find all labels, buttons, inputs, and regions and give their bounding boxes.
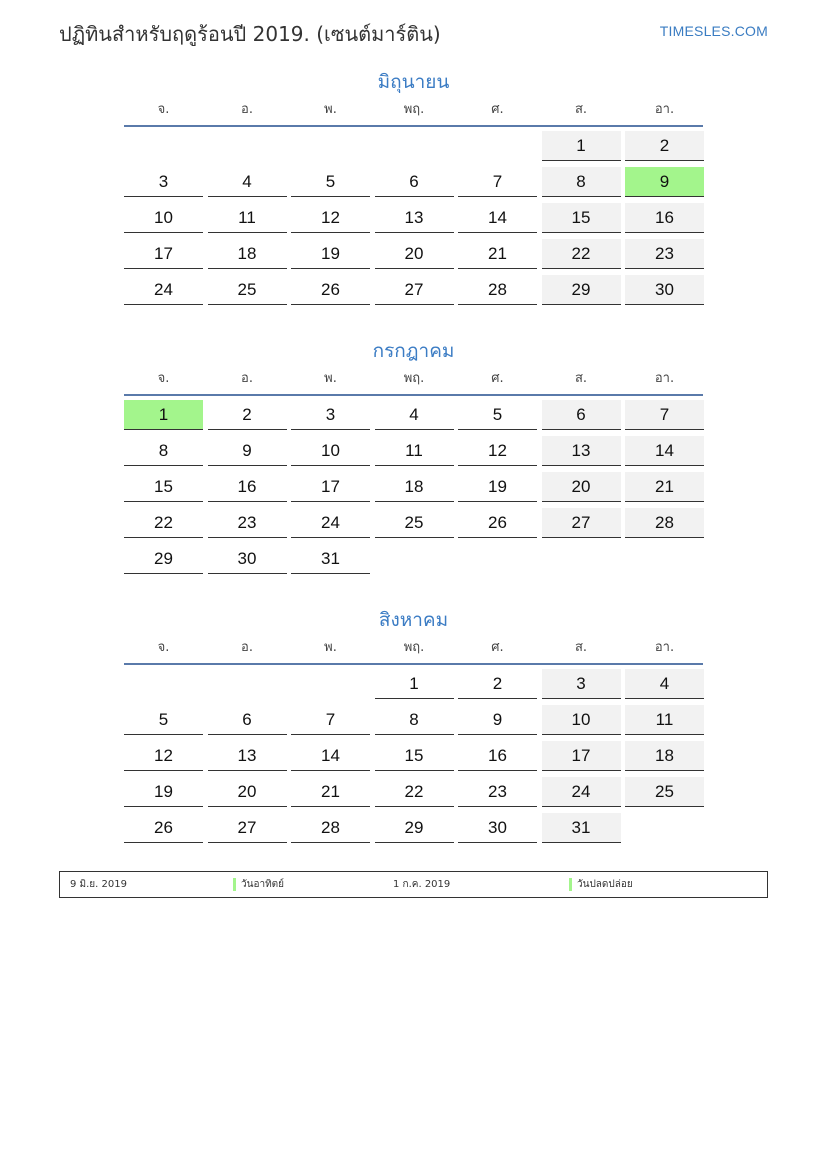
day-cell[interactable]: 6 <box>375 167 454 197</box>
weekday-label: อ. <box>241 640 253 655</box>
day-cell[interactable]: 14 <box>458 203 537 233</box>
day-cell[interactable]: 27 <box>375 275 454 305</box>
day-cell[interactable]: 22 <box>124 508 203 538</box>
month-august <box>124 605 703 837</box>
weekday-label: พฤ. <box>403 640 425 655</box>
day-cell[interactable]: 19 <box>458 472 537 502</box>
legend-label-2: วันปลดปล่อย <box>577 879 633 890</box>
day-cell[interactable]: 7 <box>458 167 537 197</box>
day-cell[interactable]: 15 <box>124 472 203 502</box>
day-cell[interactable]: 4 <box>208 167 287 197</box>
day-cell[interactable]: 24 <box>291 508 370 538</box>
day-cell[interactable]: 16 <box>458 741 537 771</box>
day-cell[interactable]: 29 <box>375 813 454 843</box>
day-cell[interactable]: 13 <box>542 436 621 466</box>
day-cell[interactable]: 2 <box>208 400 287 430</box>
day-cell[interactable]: 29 <box>542 275 621 305</box>
day-cell[interactable]: 25 <box>375 508 454 538</box>
day-cell[interactable]: 17 <box>124 239 203 269</box>
legend-date-1: 9 มิ.ย. 2019 <box>70 879 127 890</box>
day-cell[interactable]: 8 <box>375 705 454 735</box>
day-cell[interactable]: 28 <box>291 813 370 843</box>
day-cell[interactable]: 21 <box>291 777 370 807</box>
legend-date-2: 1 ก.ค. 2019 <box>393 879 451 890</box>
day-cell[interactable]: 25 <box>625 777 704 807</box>
day-cell[interactable]: 18 <box>625 741 704 771</box>
day-cell[interactable]: 17 <box>291 472 370 502</box>
weekday-label: จ. <box>157 371 170 386</box>
day-cell[interactable]: 6 <box>542 400 621 430</box>
month-title: กรกฎาคม <box>372 340 455 362</box>
day-cell[interactable]: 16 <box>625 203 704 233</box>
day-cell[interactable]: 1 <box>375 669 454 699</box>
brand-link[interactable]: TIMESLES.COM <box>659 23 768 39</box>
day-cell[interactable]: 30 <box>458 813 537 843</box>
day-cell[interactable]: 26 <box>291 275 370 305</box>
day-cell[interactable]: 23 <box>625 239 704 269</box>
day-cell[interactable]: 26 <box>124 813 203 843</box>
day-cell[interactable]: 10 <box>124 203 203 233</box>
legend-label-1: วันอาทิตย์ <box>241 879 285 890</box>
day-cell[interactable]: 6 <box>208 705 287 735</box>
day-cell[interactable]: 30 <box>208 544 287 574</box>
month-title: มิถุนายน <box>377 71 450 93</box>
day-cell[interactable]: 8 <box>124 436 203 466</box>
day-cell[interactable]: 5 <box>291 167 370 197</box>
day-cell[interactable]: 18 <box>375 472 454 502</box>
day-cell[interactable]: 24 <box>124 275 203 305</box>
weekday-label: ศ. <box>491 371 504 386</box>
day-cell[interactable]: 4 <box>375 400 454 430</box>
page-title: ปฏิทินสำหรับฤดูร้อนปี 2019. (เซนต์มาร์ติน) <box>59 22 441 46</box>
day-cell[interactable]: 19 <box>124 777 203 807</box>
day-cell[interactable]: 15 <box>375 741 454 771</box>
weekday-label: ส. <box>574 371 588 386</box>
day-cell[interactable]: 20 <box>375 239 454 269</box>
day-cell[interactable]: 3 <box>542 669 621 699</box>
day-cell[interactable]: 1 <box>124 400 203 430</box>
weekday-label: พ. <box>324 640 337 655</box>
weekday-label: อา. <box>654 102 675 117</box>
weekday-label: จ. <box>157 102 170 117</box>
month-july <box>124 336 703 568</box>
day-cell[interactable]: 11 <box>625 705 704 735</box>
weekday-label: ส. <box>574 640 588 655</box>
weekday-label: อ. <box>241 371 253 386</box>
day-cell[interactable]: 9 <box>625 167 704 197</box>
day-cell[interactable]: 15 <box>542 203 621 233</box>
weekday-header <box>124 99 703 127</box>
day-cell[interactable]: 20 <box>208 777 287 807</box>
day-cell[interactable]: 7 <box>625 400 704 430</box>
day-cell[interactable]: 4 <box>625 669 704 699</box>
holiday-legend <box>59 871 768 898</box>
day-cell[interactable]: 22 <box>375 777 454 807</box>
holiday-swatch <box>233 878 236 891</box>
day-cell[interactable]: 26 <box>458 508 537 538</box>
day-cell[interactable]: 3 <box>291 400 370 430</box>
weekday-label: ศ. <box>491 640 504 655</box>
weekday-header <box>124 637 703 665</box>
day-cell[interactable]: 28 <box>458 275 537 305</box>
day-cell[interactable]: 5 <box>124 705 203 735</box>
day-cell[interactable]: 17 <box>542 741 621 771</box>
day-cell[interactable]: 19 <box>291 239 370 269</box>
day-cell[interactable]: 28 <box>625 508 704 538</box>
weekday-label: อ. <box>241 102 253 117</box>
weekday-label: ส. <box>574 102 588 117</box>
weekday-label: ศ. <box>491 102 504 117</box>
weekday-label: อา. <box>654 640 675 655</box>
day-cell[interactable]: 29 <box>124 544 203 574</box>
day-cell[interactable]: 9 <box>458 705 537 735</box>
weekday-label: พ. <box>324 371 337 386</box>
weekday-header <box>124 368 703 396</box>
day-cell[interactable]: 11 <box>375 436 454 466</box>
day-cell[interactable]: 31 <box>291 544 370 574</box>
day-cell[interactable]: 31 <box>542 813 621 843</box>
day-cell[interactable]: 21 <box>458 239 537 269</box>
day-cell[interactable]: 27 <box>542 508 621 538</box>
day-cell[interactable]: 12 <box>291 203 370 233</box>
day-cell[interactable]: 30 <box>625 275 704 305</box>
weekday-label: พฤ. <box>403 102 425 117</box>
day-cell[interactable]: 12 <box>124 741 203 771</box>
day-cell[interactable]: 8 <box>542 167 621 197</box>
day-cell[interactable]: 1 <box>542 131 621 161</box>
day-cell[interactable]: 10 <box>542 705 621 735</box>
day-cell[interactable]: 25 <box>208 275 287 305</box>
day-cell[interactable]: 2 <box>625 131 704 161</box>
day-cell[interactable]: 5 <box>458 400 537 430</box>
weekday-label: จ. <box>157 640 170 655</box>
day-cell[interactable]: 7 <box>291 705 370 735</box>
day-cell[interactable]: 10 <box>291 436 370 466</box>
weekday-label: พ. <box>324 102 337 117</box>
weekday-label: อา. <box>654 371 675 386</box>
day-cell[interactable]: 21 <box>625 472 704 502</box>
day-cell[interactable]: 2 <box>458 669 537 699</box>
day-cell[interactable]: 16 <box>208 472 287 502</box>
day-cell[interactable]: 14 <box>291 741 370 771</box>
holiday-swatch <box>569 878 572 891</box>
day-cell[interactable]: 9 <box>208 436 287 466</box>
day-cell[interactable]: 13 <box>375 203 454 233</box>
day-cell[interactable]: 23 <box>208 508 287 538</box>
day-cell[interactable]: 13 <box>208 741 287 771</box>
day-cell[interactable]: 12 <box>458 436 537 466</box>
day-cell[interactable]: 11 <box>208 203 287 233</box>
month-title: สิงหาคม <box>378 609 449 631</box>
day-cell[interactable]: 27 <box>208 813 287 843</box>
day-cell[interactable]: 24 <box>542 777 621 807</box>
day-cell[interactable]: 22 <box>542 239 621 269</box>
month-june <box>124 67 703 299</box>
day-cell[interactable]: 3 <box>124 167 203 197</box>
day-cell[interactable]: 14 <box>625 436 704 466</box>
day-cell[interactable]: 23 <box>458 777 537 807</box>
day-cell[interactable]: 20 <box>542 472 621 502</box>
day-cell[interactable]: 18 <box>208 239 287 269</box>
weekday-label: พฤ. <box>403 371 425 386</box>
